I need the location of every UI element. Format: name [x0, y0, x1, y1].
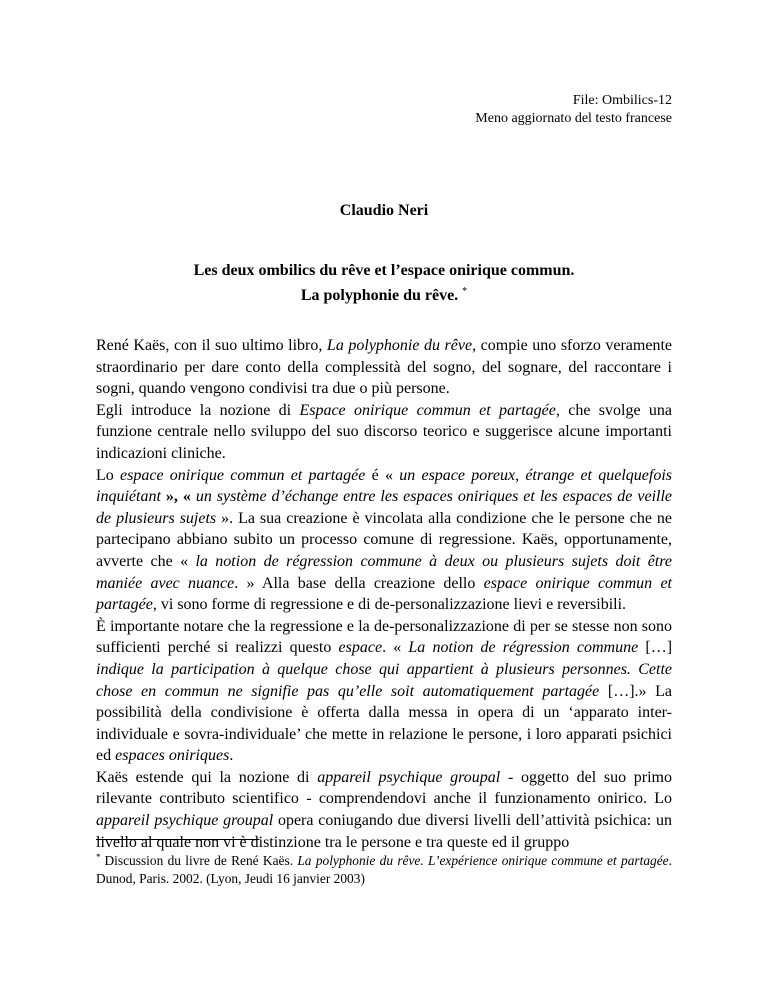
paragraph-3: Lo espace onirique commun et partagée é « un espace poreux, étrange et quelquefois inquiétant », « un système d’échange entre les espaces oniriques et les espaces de veille de plusieurs sujets ». La sua creazione è vincolata alla condizione che le persone che ne partecipano abbiano subito un processo comune di regressione. Kaës, opportunamente, avverte che « la notion de régression commune à deux ou plusieurs sujets doit être maniée avec nuance. » Alla base della creazione dello espace onirique commun et partagée, vi sono forme di regressione e di de-personalizzazione lievi e reversibili. — [96, 466, 673, 614]
title-footnote-mark: * — [462, 286, 468, 297]
footnote-mark: * — [96, 852, 101, 862]
document-title — [0, 260, 768, 306]
file-header — [475, 92, 672, 128]
file-note: Meno aggiornato del testo francese — [475, 111, 672, 126]
footnote: * Discussion du livre de René Kaës. La polyphonie du rêve. L’expérience onirique commune et partagée. Dunod, Paris. 2002. (Lyon, Jeudi 16 janvier 2003) — [96, 852, 672, 886]
body-text — [96, 335, 672, 853]
title-line-1: Les deux ombilics du rêve et l’espace onirique commun. — [193, 262, 575, 279]
title-line-2-text: La polyphonie du rêve. — [300, 287, 459, 304]
file-name: File: Ombilics-12 — [572, 93, 672, 108]
paragraph-1: René Kaës, con il suo ultimo libro, La polyphonie du rêve, compie uno sforzo veramente straordinario per dare conto della complessità del sogno, del sognare, del raccontare i sogni, quando vengono condivisi tra due o più persone. — [96, 337, 672, 398]
footnote-separator — [96, 839, 259, 840]
title-line-2 — [0, 281, 768, 306]
paragraph-4: È importante notare che la regressione e la de-personalizzazione di per se stesse non sono sufficienti perché si realizzi questo espace. « La notion de régression commune […] indique la participation à quelque chose qui appartient à plusieurs personnes. Cette chose en commun ne signifie pas qu’elle soit automatiquement partagée […].» La possibilità della condivisione è offerta dalla messa in opera di un ‘apparato inter-individuale e sovra-individuale’ che mette in relazione le persone, i loro apparati psichici ed espaces oniriques. — [96, 617, 673, 765]
paragraph-2: Egli introduce la nozione di Espace onirique commun et partagée, che svolge una funzione centrale nello sviluppo del suo discorso teorico e suggerisce alcune importanti indicazioni cliniche. — [96, 401, 672, 462]
paragraph-5: Kaës estende qui la nozione di appareil psychique groupal - oggetto del suo primo rilevante contributo scientifico - comprendendovi anche il funzionamento onirico. Lo appareil psychique groupal opera coniugando due diversi livelli dell’attività psichica: un livello al quale non vi è distinzione tra le persone e tra queste ed il gruppo — [96, 768, 673, 851]
author-name: Claudio Neri — [339, 202, 429, 219]
